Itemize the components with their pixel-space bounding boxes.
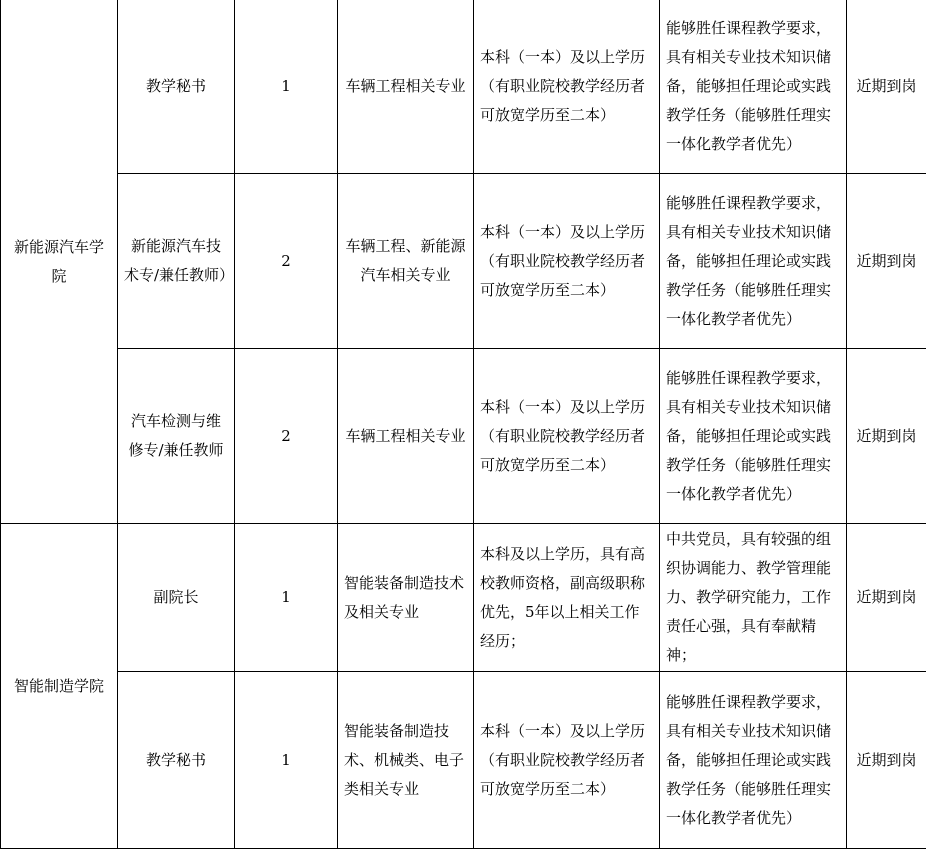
arrival-cell: 近期到岗 [847, 672, 926, 849]
count-cell: 2 [235, 349, 338, 524]
arrival-cell: 近期到岗 [847, 349, 926, 524]
major-cell: 车辆工程相关专业 [338, 0, 474, 174]
position-cell: 教学秘书 [118, 672, 235, 849]
table-row [1, 524, 926, 672]
requirements-cell: 能够胜任课程教学要求，具有相关专业技术知识储备，能够担任理论或实践教学任务（能够胜任理实一体化教学者优先） [660, 349, 847, 524]
table-row [1, 672, 926, 849]
requirements-cell: 中共党员，具有较强的组织协调能力、教学管理能力、教学研究能力，工作责任心强，具有奉献精神； [660, 524, 847, 672]
count-cell: 1 [235, 524, 338, 672]
major-cell: 车辆工程相关专业 [338, 349, 474, 524]
requirements-cell: 能够胜任课程教学要求，具有相关专业技术知识储备，能够担任理论或实践教学任务（能够胜任理实一体化教学者优先） [660, 672, 847, 849]
major-cell: 车辆工程、新能源汽车相关专业 [338, 174, 474, 349]
major-cell: 智能装备制造技术、机械类、电子类相关专业 [338, 672, 474, 849]
position-cell: 汽车检测与维修专/兼任教师 [118, 349, 235, 524]
education-cell: 本科（一本）及以上学历（有职业院校教学经历者可放宽学历至二本） [474, 349, 660, 524]
education-cell: 本科（一本）及以上学历（有职业院校教学经历者可放宽学历至二本） [474, 672, 660, 849]
requirements-cell: 能够胜任课程教学要求，具有相关专业技术知识储备，能够担任理论或实践教学任务（能够胜任理实一体化教学者优先） [660, 174, 847, 349]
arrival-cell: 近期到岗 [847, 0, 926, 174]
table-row [1, 174, 926, 349]
education-cell: 本科（一本）及以上学历（有职业院校教学经历者可放宽学历至二本） [474, 174, 660, 349]
count-cell: 1 [235, 0, 338, 174]
count-cell: 2 [235, 174, 338, 349]
arrival-cell: 近期到岗 [847, 174, 926, 349]
count-cell: 1 [235, 672, 338, 849]
requirements-cell: 能够胜任课程教学要求，具有相关专业技术知识储备，能够担任理论或实践教学任务（能够胜任理实一体化教学者优先） [660, 0, 847, 174]
education-cell: 本科及以上学历，具有高校教师资格，副高级职称优先，5年以上相关工作经历； [474, 524, 660, 672]
position-cell: 教学秘书 [118, 0, 235, 174]
position-cell: 副院长 [118, 524, 235, 672]
department-cell: 智能制造学院 [1, 524, 118, 849]
education-cell: 本科（一本）及以上学历（有职业院校教学经历者可放宽学历至二本） [474, 0, 660, 174]
position-cell: 新能源汽车技术专/兼任教师） [118, 174, 235, 349]
table-row [1, 349, 926, 524]
arrival-cell: 近期到岗 [847, 524, 926, 672]
major-cell: 智能装备制造技术及相关专业 [338, 524, 474, 672]
table-row [1, 0, 926, 174]
department-cell: 新能源汽车学院 [1, 0, 118, 524]
